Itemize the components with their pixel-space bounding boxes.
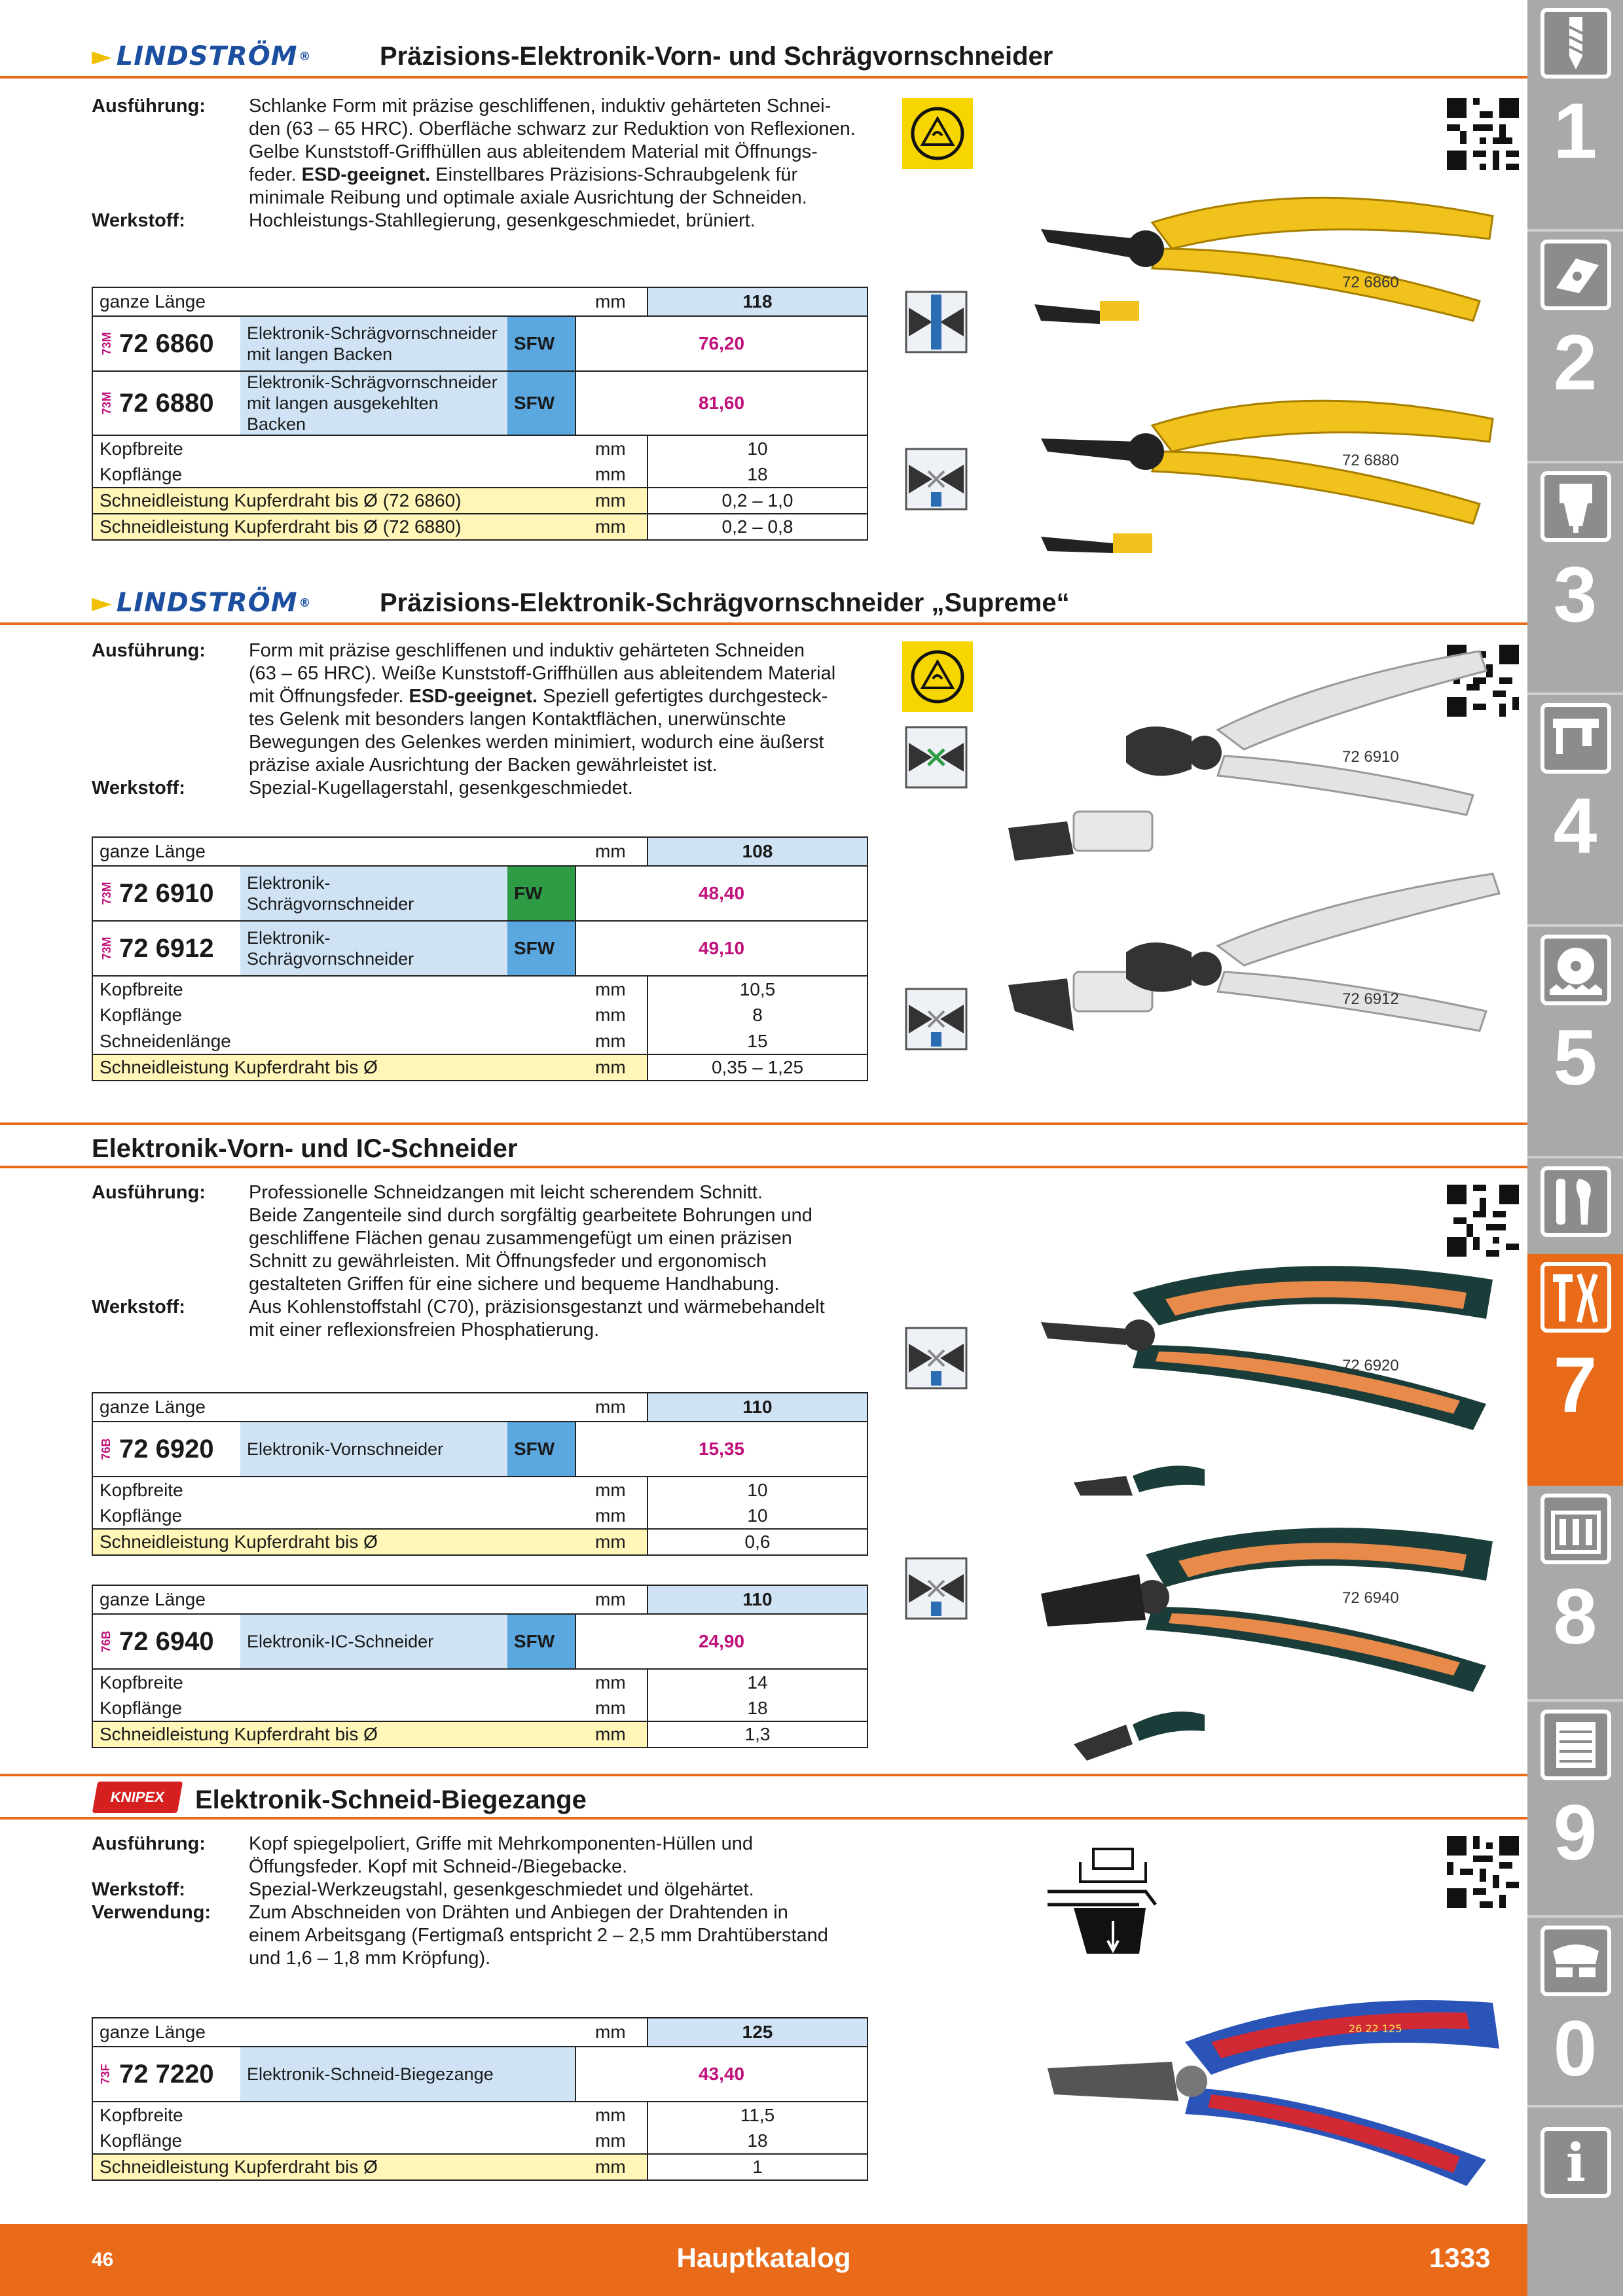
image-caption: 72 6920 bbox=[1342, 1357, 1399, 1374]
spec-label: Kopflänge bbox=[92, 461, 575, 488]
table-row[interactable]: 76B 72 6940 Elektronik-IC-Schneider SFW 24,90 bbox=[92, 1614, 867, 1669]
pliers-hammer-icon bbox=[1541, 1262, 1611, 1333]
code-badge: SFW bbox=[507, 1422, 575, 1477]
cut-type-pictogram-icon bbox=[902, 1554, 970, 1623]
cut-type-pictogram-icon bbox=[902, 445, 970, 513]
section-header bbox=[0, 33, 1527, 79]
article-number[interactable]: 72 6880 bbox=[119, 388, 214, 418]
cut-value: 1,3 bbox=[647, 1721, 867, 1748]
image-caption: 72 6910 bbox=[1342, 748, 1399, 766]
cut-value: 0,2 – 1,0 bbox=[647, 488, 867, 514]
spec-value: 18 bbox=[647, 1695, 867, 1721]
spec-label: Kopflänge bbox=[92, 1695, 575, 1721]
spec-value: 10 bbox=[647, 435, 867, 461]
section-title: Elektronik-Schneid-Biegezange bbox=[195, 1785, 587, 1814]
page-number-left: 46 bbox=[92, 2249, 114, 2270]
tool-cabinet-icon bbox=[1541, 1710, 1611, 1780]
section-header bbox=[0, 579, 1527, 625]
price: 76,20 bbox=[575, 316, 867, 371]
article-description: Elektronik- Schrägvornschneider bbox=[240, 866, 507, 921]
qr-code-icon[interactable] bbox=[1447, 1836, 1519, 1908]
knipex-logo: KNIPEX bbox=[95, 1784, 180, 1810]
table-row[interactable]: 73M 72 6860 Elektronik-Schrägvornschneider mit langen Backen SFW 76,20 bbox=[92, 316, 867, 371]
tab-chapter-8[interactable]: 8 bbox=[1527, 1486, 1623, 1702]
plier-72-6940-image bbox=[1034, 1515, 1506, 1702]
article-number[interactable]: 72 6910 bbox=[119, 878, 214, 908]
length-label: ganze Länge bbox=[92, 2018, 575, 2047]
table-row[interactable]: 73M 72 6880 Elektronik-Schrägvornschneider mit langen ausgekehlten Backen SFW 81,60 bbox=[92, 371, 867, 435]
cut-type-pictogram-icon bbox=[902, 985, 970, 1053]
section-lindstroem-vornschneider bbox=[0, 33, 1527, 576]
section-elektronik-vorn-ic-schneider bbox=[0, 1122, 1527, 1770]
section-lindstroem-supreme bbox=[0, 579, 1527, 1122]
table-row[interactable]: 73M 72 6910 Elektronik- Schrägvornschneider FW 48,40 bbox=[92, 866, 867, 921]
length-value: 110 bbox=[647, 1585, 867, 1614]
cut-value: 0,2 – 0,8 bbox=[647, 514, 867, 540]
lindstroem-logo: ► LINDSTRÖM ® bbox=[92, 41, 312, 71]
chapter-tab-bar bbox=[1527, 0, 1623, 2296]
article-description: Elektronik-IC-Schneider bbox=[240, 1614, 507, 1669]
spec-label: Kopflänge bbox=[92, 1002, 575, 1028]
plier-72-6910-image bbox=[917, 638, 1506, 877]
article-number[interactable]: 72 6940 bbox=[119, 1626, 214, 1656]
article-number[interactable]: 72 6912 bbox=[119, 933, 214, 963]
length-label: ganze Länge bbox=[92, 1585, 575, 1614]
spec-value: 14 bbox=[647, 1669, 867, 1695]
tab-chapter-4[interactable]: 4 bbox=[1527, 695, 1623, 927]
code-badge: SFW bbox=[507, 371, 575, 435]
screwdriver-wrench-icon bbox=[1541, 1166, 1611, 1237]
spec-value: 15 bbox=[647, 1028, 867, 1054]
catalog-title: Hauptkatalog bbox=[676, 2242, 851, 2273]
article-number[interactable]: 72 6860 bbox=[119, 329, 214, 358]
image-caption: 72 6860 bbox=[1342, 274, 1399, 291]
description: Ausführung: Form mit präzise geschliffenen und induktiv gehärteten Schneiden (63 – 65 HRC). Weiße Kunststoff-Griffhüllen aus ableitendem Material mit Öffnungsfeder. ESD-geeignet. Speziell gefertigtes durchgesteck- tes Gelenk mit besonders langen Kontaktflächen, unerwünschte Bewegungen des Gelenkes werden minimiert, wodurch eine äußerst präzise axiale Ausrichtung der Backen gewährleistet ist. Werkstoff: Spezial-Kugellagerstahl, gesenkgeschmiedet. bbox=[92, 640, 836, 798]
cut-type-pictogram-icon bbox=[902, 288, 970, 356]
tab-chapter-3[interactable]: 3 bbox=[1527, 463, 1623, 695]
section-title: Präzisions-Elektronik-Schrägvornschneider „Supreme“ bbox=[380, 588, 1070, 617]
spec-label: Kopfbreite bbox=[92, 1477, 575, 1503]
spec-value: 11,5 bbox=[647, 2102, 867, 2128]
cut-label: Schneidleistung Kupferdraht bis Ø bbox=[92, 1529, 575, 1555]
image-caption: 72 6940 bbox=[1342, 1589, 1399, 1607]
spec-label: Kopfbreite bbox=[92, 2102, 575, 2128]
spec-value: 10,5 bbox=[647, 976, 867, 1002]
saw-blade-icon bbox=[1541, 935, 1611, 1005]
code-badge: SFW bbox=[507, 316, 575, 371]
tab-chapter-5[interactable]: 5 bbox=[1527, 927, 1623, 1158]
spec-table: ganze Länge mm 110 76B 72 6920 Elektronik-Vornschneider SFW 15,35 Kopfbreite mm 10 Kopflänge mm 10 Schneidleistung Kupferdraht bis Ø mm 0,6 bbox=[92, 1392, 868, 1556]
tab-chapter-0[interactable]: 0 bbox=[1527, 1918, 1623, 2108]
cut-value: 1 bbox=[647, 2154, 867, 2180]
article-description: Elektronik- Schrägvornschneider bbox=[240, 921, 507, 976]
cut-value: 0,6 bbox=[647, 1529, 867, 1555]
spec-label: Kopfbreite bbox=[92, 435, 575, 461]
code-badge: SFW bbox=[507, 921, 575, 976]
spec-label: Schneidenlänge bbox=[92, 1028, 575, 1054]
toolcase-icon bbox=[1541, 1494, 1611, 1564]
article-description: Elektronik-Schrägvornschneider mit langen Backen bbox=[240, 316, 507, 371]
section-title: Elektronik-Vorn- und IC-Schneider bbox=[92, 1134, 518, 1163]
esd-icon bbox=[902, 98, 973, 169]
caliper-icon bbox=[1541, 703, 1611, 774]
tab-chapter-1[interactable]: 1 bbox=[1527, 0, 1623, 232]
spec-value: 10 bbox=[647, 1503, 867, 1529]
page-number-right: 1333 bbox=[1429, 2242, 1491, 2273]
price: 81,60 bbox=[575, 371, 867, 435]
price: 49,10 bbox=[575, 921, 867, 976]
spec-value: 18 bbox=[647, 461, 867, 488]
article-description: Elektronik-Schrägvornschneider mit langen ausgekehlten Backen bbox=[240, 371, 507, 435]
section-knipex-schneid-biegezange bbox=[0, 1774, 1527, 2219]
spec-label: Kopfbreite bbox=[92, 976, 575, 1002]
article-description: Elektronik-Vornschneider bbox=[240, 1422, 507, 1477]
cut-type-pictogram-icon bbox=[902, 1324, 970, 1392]
qr-code-icon[interactable] bbox=[1447, 98, 1519, 170]
description: Ausführung: Professionelle Schneidzangen mit leicht scherendem Schnitt. Beide Zangenteile sind durch sorgfältig gearbeitete Bohrungen und geschliffene Flächen genau zusammengefügt um einen präzisen Schnitt zu gewährleisten. Mit Öffnungsfeder und ergonomisch gestalteten Griffen für eine sichere und bequeme Handhabung. Werkstoff: Aus Kohlenstoffstahl (C70), präzisionsgestanzt und wärmebehandelt mit einer reflexionsfreien Phosphatierung. bbox=[92, 1182, 825, 1340]
cut-label: Schneidleistung Kupferdraht bis Ø (72 6880) bbox=[92, 514, 575, 540]
plier-72-6880-image bbox=[1021, 380, 1506, 560]
plier-print-text: 26 22 125 bbox=[1349, 2022, 1402, 2035]
article-number[interactable]: 72 6920 bbox=[119, 1434, 214, 1463]
cut-value: 0,35 – 1,25 bbox=[647, 1054, 867, 1081]
safety-gear-icon bbox=[1541, 1926, 1611, 1996]
table-row[interactable]: 73F 72 7220 Elektronik-Schneid-Biegezange 43,40 bbox=[92, 2047, 867, 2102]
code-badge: SFW bbox=[507, 1614, 575, 1669]
spec-value: 18 bbox=[647, 2128, 867, 2154]
info-icon: i bbox=[1541, 2127, 1611, 2198]
table-row[interactable]: 73M 72 6912 Elektronik- Schrägvornschneider SFW 49,10 bbox=[92, 921, 867, 976]
page-footer bbox=[0, 2224, 1527, 2296]
price: 15,35 bbox=[575, 1422, 867, 1477]
spec-table: ganze Länge mm 110 76B 72 6940 Elektronik-IC-Schneider SFW 24,90 Kopfbreite mm 14 Kopflänge mm 18 Schneidleistung Kupferdraht bis Ø mm 1,3 bbox=[92, 1585, 868, 1748]
price: 48,40 bbox=[575, 866, 867, 921]
plier-72-6920-side-image bbox=[1074, 1456, 1205, 1518]
cutting-insert-icon bbox=[1541, 240, 1611, 310]
length-value: 125 bbox=[647, 2018, 867, 2047]
spec-value: 8 bbox=[647, 1002, 867, 1028]
price: 43,40 bbox=[575, 2047, 867, 2102]
cut-label: Schneidleistung Kupferdraht bis Ø bbox=[92, 2154, 575, 2180]
description: Ausführung: Schlanke Form mit präzise geschliffenen, induktiv gehärteten Schnei- den (63 – 65 HRC). Oberfläche schwarz zur Reduktion von Reflexionen. Gelbe Kunststoff-Griffhüllen aus ableitendem Material mit Öffnungs- feder. ESD-geeignet. Einstellbares Präzisions-Schraubgelenk für minimale Reibung und optimale axiale Ausrichtung der Schneiden. Werkstoff: Hochleistungs-Stahllegierung, gesenkgeschmiedet, brüniert. bbox=[92, 96, 856, 231]
spec-table: ganze Länge mm 108 73M 72 6910 Elektronik- Schrägvornschneider FW 48,40 73M 72 6912 Elektronik- Schrägvornschneider SFW 49,10 Kopfbreite mm 10,5 Kopflänge mm 8 Schneidenlänge mm 15 Schneidleistung Kupferdraht bis Ø mm 0,35 – 1,25 bbox=[92, 836, 868, 1081]
plier-72-6860-image bbox=[1021, 177, 1506, 331]
drill-bit-icon bbox=[1541, 8, 1611, 79]
spec-table: ganze Länge mm 118 73M 72 6860 Elektronik-Schrägvornschneider mit langen Backen SFW 76,20 73M 72 6880 Elektronik-Schrägvornschneider mit langen ausgekehlten Backen SFW 81,60 Kopfbreite mm 10 Kopflänge mm 18 Schneidleistung Kupferdraht bis Ø (72 6860) mm 0,2 – 1,0 Schneidleistung Kupferdraht bis Ø (72 6880) mm 0,2 – 0,8 bbox=[92, 287, 868, 541]
length-value: 108 bbox=[647, 837, 867, 866]
tab-info[interactable] bbox=[1527, 2108, 1623, 2224]
cut-label: Schneidleistung Kupferdraht bis Ø bbox=[92, 1721, 575, 1748]
length-label: ganze Länge bbox=[92, 837, 575, 866]
code-badge: FW bbox=[507, 866, 575, 921]
article-number[interactable]: 72 7220 bbox=[119, 2059, 214, 2089]
plier-72-7220-image bbox=[1041, 1983, 1512, 2202]
tab-chapter-9[interactable]: 9 bbox=[1527, 1702, 1623, 1918]
plier-72-6912-image bbox=[982, 867, 1519, 1093]
spec-value: 10 bbox=[647, 1477, 867, 1503]
lindstroem-logo: ► LINDSTRÖM ® bbox=[92, 588, 312, 618]
spec-label: Kopfbreite bbox=[92, 1669, 575, 1695]
chuck-icon bbox=[1541, 471, 1611, 542]
cut-label: Schneidleistung Kupferdraht bis Ø bbox=[92, 1054, 575, 1081]
length-label: ganze Länge bbox=[92, 1393, 575, 1422]
length-value: 110 bbox=[647, 1393, 867, 1422]
tab-chapter-2[interactable]: 2 bbox=[1527, 232, 1623, 463]
tab-chapter-7[interactable]: 7 bbox=[1527, 1254, 1623, 1486]
table-row[interactable]: 76B 72 6920 Elektronik-Vornschneider SFW 15,35 bbox=[92, 1422, 867, 1477]
plier-72-6920-image bbox=[1034, 1253, 1506, 1433]
article-description: Elektronik-Schneid-Biegezange bbox=[240, 2047, 575, 2102]
spec-table: ganze Länge mm 125 73F 72 7220 Elektronik-Schneid-Biegezange 43,40 Kopfbreite mm 11,5 Kopflänge mm 18 Schneidleistung Kupferdraht bis Ø mm 1 bbox=[92, 2017, 868, 2181]
section-header bbox=[0, 1774, 1527, 1820]
length-value: 118 bbox=[647, 287, 867, 316]
description: Ausführung: Kopf spiegelpoliert, Griffe mit Mehrkomponenten-Hüllen und Öffungsfeder. Kopf mit Schneid-/Biegebacke. Werkstoff: Spezial-Werkzeugstahl, gesenkgeschmiedet und ölgehärtet. Verwendung: Zum Abschneiden von Drähten und Anbiegen der Drahtenden in einem Arbeitsgang (Fertigmaß entspricht 2 – 2,5 mm Drahtüberstand und 1,6 – 1,8 mm Kröpfung). bbox=[92, 1833, 828, 1969]
spec-label: Kopflänge bbox=[92, 2128, 575, 2154]
section-title: Präzisions-Elektronik-Vorn- und Schrägvornschneider bbox=[380, 42, 1053, 71]
price: 24,90 bbox=[575, 1614, 867, 1669]
bending-diagram-icon bbox=[1048, 1842, 1178, 1977]
image-caption: 72 6880 bbox=[1342, 452, 1399, 469]
spec-label: Kopflänge bbox=[92, 1503, 575, 1529]
length-label: ganze Länge bbox=[92, 287, 575, 316]
plier-72-6940-side-image bbox=[1074, 1698, 1205, 1767]
cut-label: Schneidleistung Kupferdraht bis Ø (72 6860) bbox=[92, 488, 575, 514]
image-caption: 72 6912 bbox=[1342, 990, 1399, 1008]
section-header bbox=[0, 1122, 1527, 1168]
qr-code-icon[interactable] bbox=[1447, 1185, 1519, 1257]
